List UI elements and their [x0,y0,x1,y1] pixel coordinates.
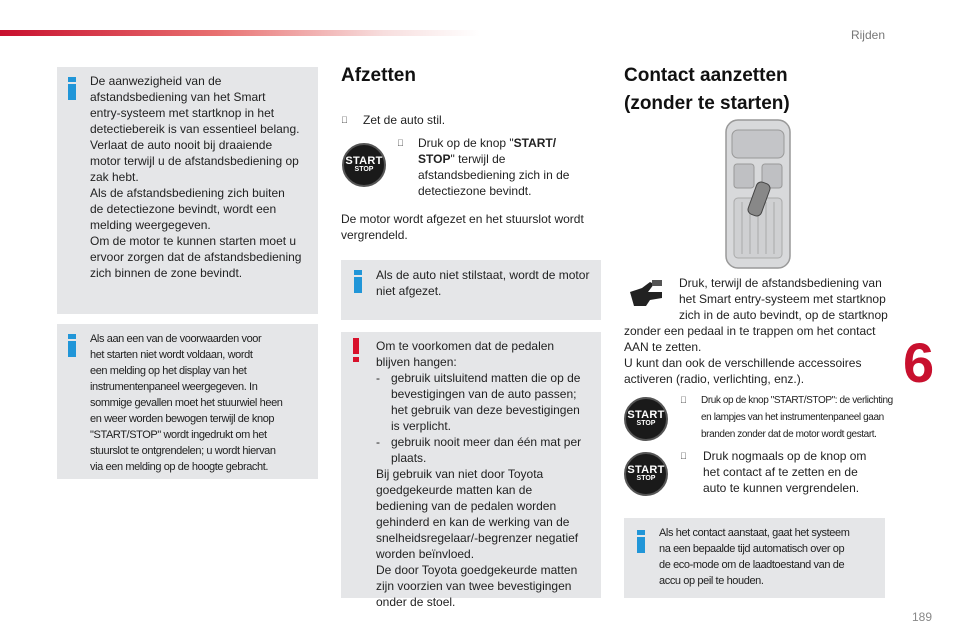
info-box-smart-entry [57,67,318,314]
section-title: Rijden [850,28,885,42]
info-box-text: De aanwezigheid van de afstandsbediening van het Smart entry-systeem met startknop in het detectiebereik is van essentieel belang. Verlaat de auto nooit bij draaiende motor terwijl u de afstandsbediening op zak hebt. Als de afstandsbediening zich buiten de detectiezone bevindt, wordt een melding weergegeven. Om de motor te kunnen starten moet u ervoor zorgen dat de afstandsbediening zich binnen de zone bevindt. [90,74,302,280]
warning-box-pedals [341,332,601,609]
heading-afzetten: Afzetten [341,65,416,86]
step-stop-car: Zet de auto stil. [341,112,445,128]
start-stop-button-icon: START STOP [342,143,386,187]
info-box-steering-lock [57,324,318,479]
result-text: De motor wordt afgezet en het stuurslot wordt vergrendeld. [341,212,584,242]
car-top-view-illustration [722,118,794,270]
bullet-arrow-icon [680,392,687,408]
page-number: 189 [912,610,933,624]
ignition-description: Druk, terwijl de afstandsbediening van het Smart entry-systeem met startknop zich in de auto bevindt, op de startknop zonder een pedaal in te trappen om het contact AAN te zetten. U kunt dan ook de verschillende accessoires activeren (radio, verlichting, enz.). [624,276,888,386]
info-box-not-stationary [341,260,601,320]
info-icon [351,270,365,292]
start-stop-button-icon: START STOP [624,397,668,441]
start-stop-button-icon: START STOP [624,452,668,496]
heading-contact-aanzetten: Contact aanzetten (zonder te starten) [624,65,790,114]
step-press-start-stop-ignition: Druk op de knop "START/STOP": de verlichting en lampjes van het instrumentenpaneel gaan branden zonder dat de motor wordt gestart. [680,392,895,443]
info-icon [65,77,79,99]
bullet-arrow-icon [341,112,348,128]
warning-list [376,370,598,466]
info-icon [65,334,79,356]
info-box-text: Als de auto niet stilstaat, wordt de motor niet afgezet. [376,268,590,298]
info-box-text: Als het contact aanstaat, gaat het systeem na een bepaalde tijd automatisch over op de eco-mode om de laadtoestand van de accu op peil te houden. [659,527,850,587]
header-accent-bar [0,30,480,36]
step-press-start-stop: Druk op de knop "START/ STOP" terwijl de afstandsbediening zich in de detectiezone bevindt. [397,135,587,199]
step-press-again: Druk nogmaals op de knop om het contact af te zetten en de auto te kunnen vergrendelen. [680,448,885,496]
list-item: - gebruik uitsluitend matten die op de bevestigingen van de auto passen; het gebruik van deze bevestigingen is verplicht. [376,370,598,434]
bullet-arrow-icon [397,135,404,151]
info-box-eco-mode [624,518,885,598]
bullet-arrow-icon [680,448,687,464]
warning-box-text: Om te voorkomen dat de pedalen blijven hangen: - gebruik uitsluitend matten die op de bevestigingen van de auto passen; het gebruik van deze bevestigingen is verplicht. - gebruik nooit meer dan één mat per plaats. Bij gebruik van niet door Toyota goedgekeurde matten kan de bediening van de pedalen worden gehinderd en kan de werking van de snelheidsregelaar/-begrenzer negatief worden beïnvloed. De door Toyota goedgekeurde matten zijn voorzien van twee bevestigingen onder de stoel. [376,338,598,610]
warning-icon [351,338,361,364]
info-box-text: Als aan een van de voorwaarden voor het starten niet wordt voldaan, wordt een melding op het display van het instrumentenpaneel weergegeven. In sommige gevallen moet het stuurwiel heen en weer worden bewogen terwijl de knop "START/STOP" wordt ingedrukt om het stuurslot te ontgrendelen; u wordt hiervan via een melding op de hoogte gebracht. [90,333,283,473]
info-icon [634,530,648,552]
list-item: - gebruik nooit meer dan één mat per plaats. [376,434,598,466]
chapter-number: 6 [903,331,935,394]
